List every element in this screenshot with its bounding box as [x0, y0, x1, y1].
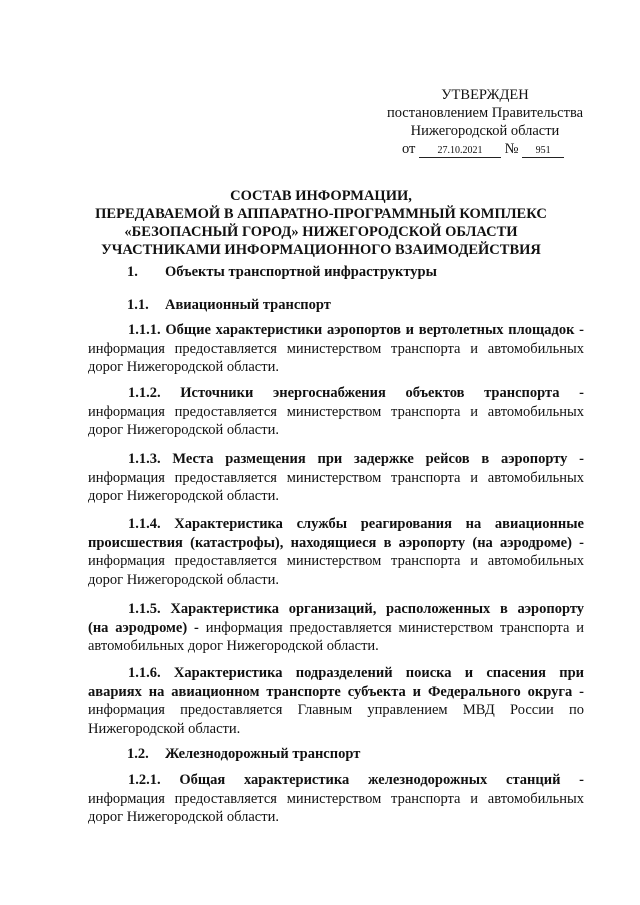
title-line: СОСТАВ ИНФОРМАЦИИ,: [230, 188, 412, 204]
section-title: Железнодорожный транспорт: [165, 746, 361, 762]
item-text-line: дорог Нижегородской области.: [88, 422, 279, 438]
item-text-line: дорог Нижегородской области.: [88, 809, 279, 825]
item-text-line: информация предоставляется Главным управлением МВД России по: [88, 702, 584, 718]
item-1-1-6: [88, 664, 584, 738]
item-number: 1.1.3.: [128, 451, 161, 467]
item-heading: 1.1.6. Характеристика подразделений поиска и спасения при: [128, 665, 585, 681]
item-text-line: авариях на авиационном транспорте субъекта и Федерального округа -: [88, 683, 584, 700]
title-line: ПЕРЕДАВАЕМОЙ В АППАРАТНО-ПРОГРАММНЫЙ КОМПЛЕКС: [95, 206, 547, 222]
item-heading: 1.1.5. Характеристика организаций, расположенных в аэропорту: [128, 601, 585, 617]
approval-number: 951: [522, 145, 564, 158]
approval-number-label: №: [504, 141, 519, 157]
item-heading: 1.1.2. Источники энергоснабжения объектов транспорта -: [128, 385, 584, 401]
item-text-line: (на аэродроме) - информация предоставляется министерством транспорта и: [88, 619, 584, 636]
item-number: 1.1.4.: [128, 516, 161, 532]
item-text-line: информация предоставляется министерством транспорта и автомобильных: [88, 553, 584, 569]
item-number: 1.1.2.: [128, 385, 161, 401]
item-text-line: происшествия (катастрофы), находящиеся в аэропорту (на аэродроме) -: [88, 534, 584, 551]
approval-date: 27.10.2021: [419, 145, 501, 158]
section-title: Объекты транспортной инфраструктуры: [165, 264, 437, 280]
section-title: Авиационный транспорт: [165, 297, 331, 313]
document-title: [60, 187, 582, 259]
item-text-line: дорог Нижегородской области.: [88, 359, 279, 375]
item-1-1-4: [88, 515, 584, 589]
item-text-line: дорог Нижегородской области.: [88, 571, 279, 588]
item-text-line: дорог Нижегородской области.: [88, 488, 279, 504]
item-text-line: информация предоставляется министерством транспорта и автомобильных: [88, 340, 584, 357]
section-number: 1.: [127, 264, 138, 280]
item-1-1-5: [88, 600, 584, 656]
approval-stamp: [380, 86, 590, 158]
item-1-1-3: [88, 450, 584, 506]
title-line: УЧАСТНИКАМИ ИНФОРМАЦИОННОГО ВЗАИМОДЕЙСТВИЯ: [101, 242, 541, 258]
approval-heading: УТВЕРЖДЕН: [441, 87, 529, 103]
section-number: 1.1.: [127, 297, 149, 313]
approval-line-region: Нижегородской области: [410, 123, 560, 139]
item-text-line: информация предоставляется министерством транспорта и автомобильных: [88, 790, 584, 807]
item-number: 1.1.5.: [128, 601, 161, 617]
item-1-1-1: [88, 321, 584, 377]
item-heading: 1.2.1. Общая характеристика железнодорожных станций -: [128, 772, 585, 788]
title-line: «БЕЗОПАСНЫЙ ГОРОД» НИЖЕГОРОДСКОЙ ОБЛАСТИ: [124, 224, 518, 240]
item-number: 1.1.6.: [128, 665, 161, 681]
item-text-line: автомобильных дорог Нижегородской области.: [88, 638, 379, 654]
item-number: 1.1.1.: [128, 322, 161, 338]
item-heading: 1.1.1. Общие характеристики аэропортов и вертолетных площадок -: [128, 322, 585, 338]
item-number: 1.2.1.: [128, 772, 161, 788]
item-text-line: информация предоставляется министерством транспорта и автомобильных: [88, 469, 584, 486]
item-text-line: информация предоставляется министерством транспорта и автомобильных: [88, 403, 584, 420]
section-heading-1-2: [127, 745, 623, 764]
section-heading-1-1: [127, 296, 623, 315]
approval-date-line: [380, 140, 590, 158]
item-text-line: Нижегородской области.: [88, 720, 241, 737]
item-heading: 1.1.3. Места размещения при задержке рейсов в аэропорту -: [128, 451, 585, 467]
section-heading-1: [127, 263, 623, 282]
approval-line-decree: постановлением Правительства: [386, 105, 584, 121]
item-1-2-1: [88, 771, 584, 827]
item-1-1-2: [88, 384, 584, 440]
item-heading: 1.1.4. Характеристика службы реагирования на авиационные: [128, 516, 584, 532]
approval-from-label: от: [402, 141, 416, 157]
section-number: 1.2.: [127, 746, 149, 762]
